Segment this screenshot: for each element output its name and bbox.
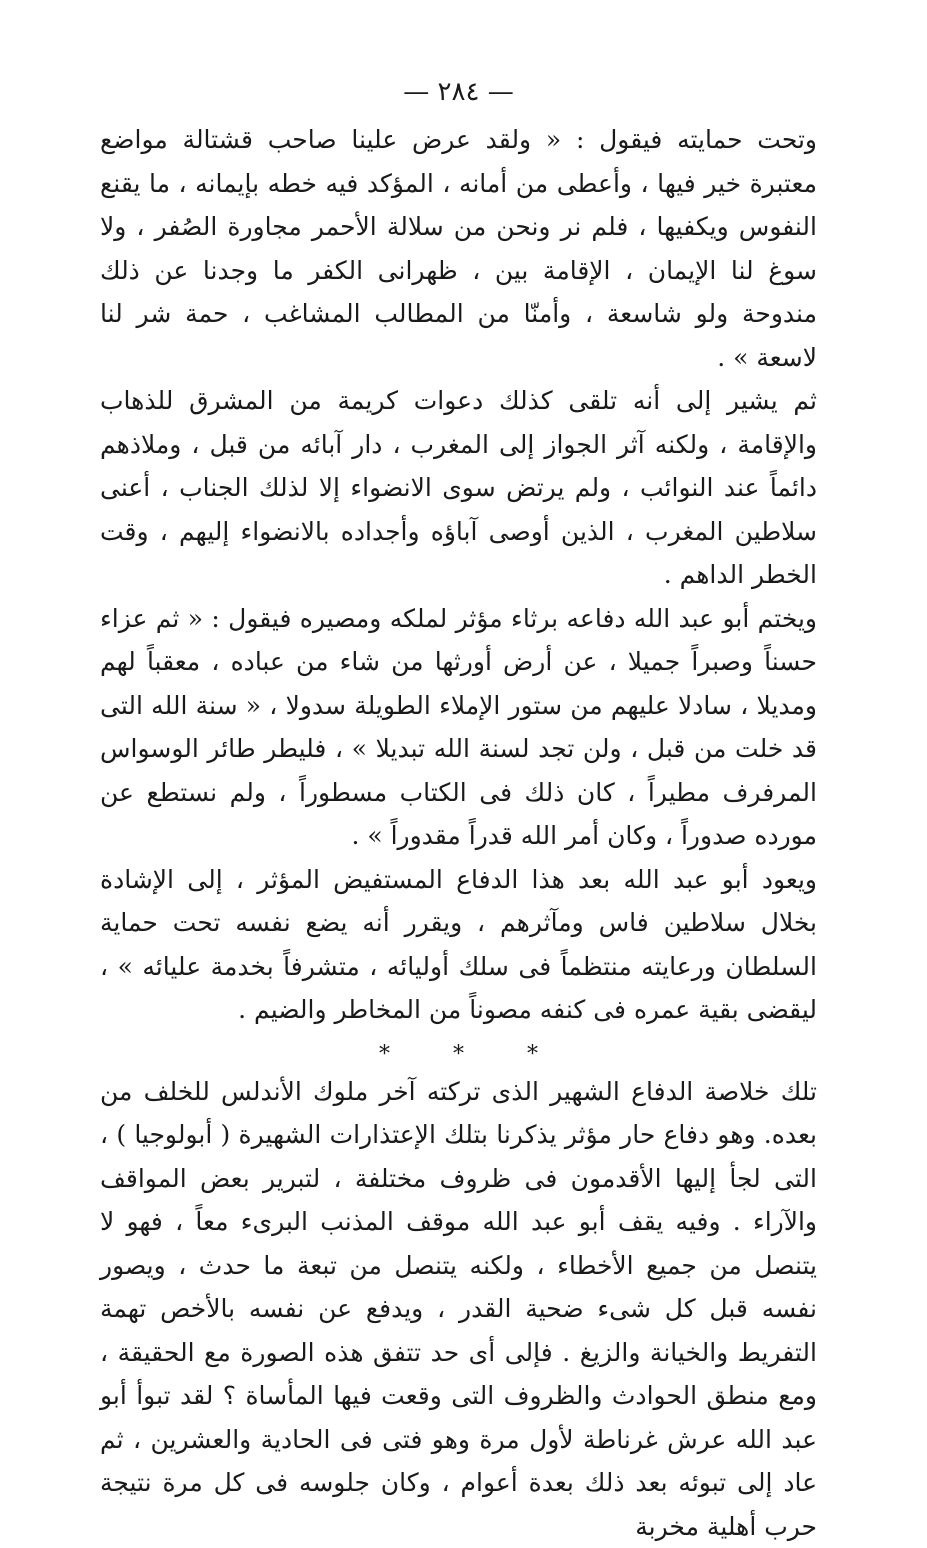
paragraph-protection-offer: وتحت حمايته فيقول : « ولقد عرض علينا صاحب قشتالة مواضع معتبرة خير فيها ، وأعطى من أمانه ، المؤكد فيه خطه بإيمانه ، ما يقنع النفوس ويكفيها ، فلم نر ونحن من سلالة الأحمر مجاورة الصُفر ، ولا سوغ لنا الإيمان ، الإقامة بين ، ظهرانى الكفر ما وجدنا عن ذلك مندوحة ولو شاسعة ، وأمنّا من المطالب المشاغب ، حمة شر لنا لاسعة » . — [100, 118, 817, 379]
paragraph-lament: ويختم أبو عبد الله دفاعه برثاء مؤثر لملكه ومصيره فيقول : « ثم عزاء حسناً وصبراً جميلا ، عن أرض أورثها من شاء من عباده ، معقباً لهم ومديلا ، سادلا عليهم من ستور الإملاء الطويلة سدولا ، « سنة الله التى قد خلت من قبل ، ولن تجد لسنة الله تبديلا » ، فليطر طائر الوسواس المرفرف مطيراً ، كان ذلك فى الكتاب مسطوراً ، ولم نستطع عن مورده صدوراً ، وكان أمر الله قدراً مقدوراً » . — [100, 597, 817, 858]
paragraph-east-invitations: ثم يشير إلى أنه تلقى كذلك دعوات كريمة من المشرق للذهاب والإقامة ، ولكنه آثر الجواز إلى المغرب ، دار آبائه من قبل ، وملاذهم دائماً عند النوائب ، ولم يرتض سوى الانضواء إلا لذلك الجناب ، أعنى سلاطين المغرب ، الذين أوصى آباؤه وأجداده بالانضواء إليهم ، وقت الخطر الداهم . — [100, 379, 817, 597]
section-separator: * * * — [100, 1040, 817, 1070]
paragraph-defense-summary: تلك خلاصة الدفاع الشهير الذى تركته آخر ملوك الأندلس للخلف من بعده. وهو دفاع حار مؤثر يذكرنا بتلك الإعتذارات الشهيرة ( أبولوجيا ) ، التى لجأ إليها الأقدمون فى ظروف مختلفة ، لتبرير بعض المواقف والآراء . وفيه يقف أبو عبد الله موقف المذنب البرىء معاً ، فهو لا يتنصل من جميع الأخطاء ، ولكنه يتنصل من تبعة ما حدث ، ويصور نفسه قبل كل شىء ضحية القدر ، ويدفع عن نفسه بالأخص تهمة التفريط والخيانة والزيغ . فإلى أى حد تتفق هذه الصورة مع الحقيقة ، ومع منطق الحوادث والظروف التى وقعت فيها المأساة ؟ لقد تبوأ أبو عبد الله عرش غرناطة لأول مرة وهو فتى فى الحادية والعشرين ، ثم عاد إلى تبوئه بعد ذلك بعدة أعوام ، وكان جلوسه فى كل مرة نتيجة حرب أهلية مخربة — [100, 1070, 817, 1548]
page-number: — ٢٨٤ — — [100, 72, 817, 112]
paragraph-fez-sultans: ويعود أبو عبد الله بعد هذا الدفاع المستفيض المؤثر ، إلى الإشادة بخلال سلاطين فاس ومآثرهم ، ويقرر أنه يضع نفسه تحت حماية السلطان ورعايته منتظماً فى سلك أوليائه ، متشرفاً بخدمة عليائه » ، ليقضى بقية عمره فى كنفه مصوناً من المخاطر والضيم . — [100, 858, 817, 1032]
